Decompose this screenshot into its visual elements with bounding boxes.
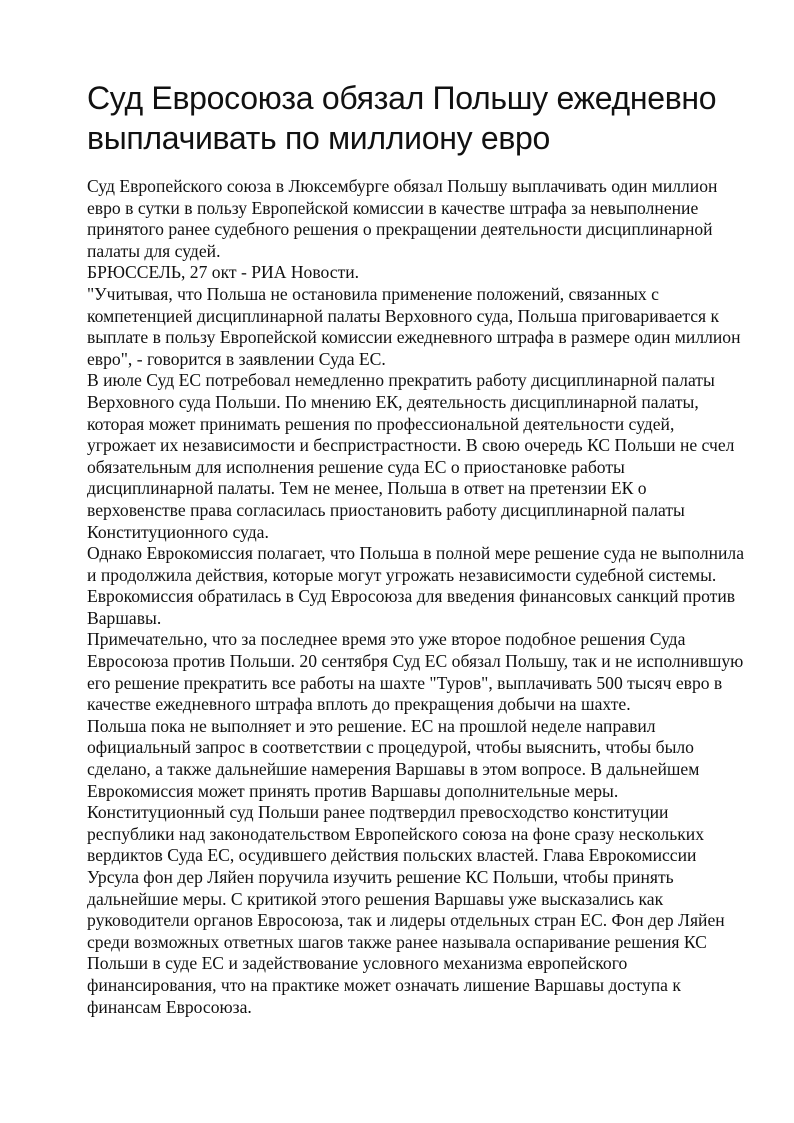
article-paragraph: Однако Еврокомиссия полагает, что Польша в полной мере решение суда не выполнила и продолжила действия, которые могут угрожать независимости судебной системы. Еврокомиссия обратилась в Суд Евросоюза для введения финансовых санкций против Варшавы. <box>87 543 745 628</box>
article-body <box>87 176 747 1018</box>
article-paragraph: В июле Суд ЕС потребовал немедленно прекратить работу дисциплинарной палаты Верховного суда Польши. По мнению ЕК, деятельность дисциплинарной палаты, которая может принимать решения по профессиональной деятельности судей, угрожает их независимости и беспристрастности. В свою очередь КС Польши не счел обязательным для исполнения решение суда ЕС о приостановке работы дисциплинарной палаты. Тем не менее, Польша в ответ на претензии ЕК о верховенстве права согласилась приостановить работу дисциплинарной палаты Конституционного суда. <box>87 370 735 542</box>
document-page <box>87 78 747 1018</box>
article-lead-paragraph: Суд Европейского союза в Люксембурге обязал Польшу выплачивать один миллион евро в сутки в пользу Европейской комиссии в качестве штрафа за невыполнение принятого ранее судебного решения о прекращении деятельности дисциплинарной палаты для судей. <box>87 176 718 261</box>
article-paragraph: Примечательно, что за последнее время это уже второе подобное решения Суда Евросоюза против Польши. 20 сентября Суд ЕС обязал Польшу, так и не исполнившую его решение прекратить все работы на шахте "Туров", выплачивать 500 тысяч евро в качестве ежедневного штрафа вплоть до прекращения добычи на шахте. <box>87 629 744 715</box>
article-paragraph: "Учитывая, что Польша не остановила применение положений, связанных с компетенцией дисциплинарной палаты Верховного суда, Польша приговаривается к выплате в пользу Европейской комиссии ежедневного штрафа в размере один миллион евро", - говорится в заявлении Суда ЕС. <box>87 283 741 369</box>
article-title: Суд Евросоюза обязал Польшу ежедневно выплачивать по миллиону евро <box>87 80 717 156</box>
article-paragraph: Конституционный суд Польши ранее подтвердил превосходство конституции республики над законодательством Европейского союза на фоне сразу нескольких вердиктов Суда ЕС, осудившего действия польских властей. Глава Еврокомиссии Урсула фон дер Ляйен поручила изучить решение КС Польши, чтобы принять дальнейшие меры. С критикой этого решения Варшавы уже высказались как руководители органов Евросоюза, так и лидеры отдельных стран ЕС. Фон дер Ляйен среди возможных ответных шагов также ранее называла оспаривание решения КС Польши в суде ЕС и задействование условного механизма европейского финансирования, что на практике может означать лишение Варшавы доступа к финансам Евросоюза. <box>87 802 725 1017</box>
article-paragraph: Польша пока не выполняет и это решение. ЕС на прошлой неделе направил официальный запрос в соответствии с процедурой, чтобы выяснить, чтобы было сделано, а также дальнейшие намерения Варшавы в этом вопросе. В дальнейшем Еврокомиссия может принять против Варшавы дополнительные меры. <box>87 715 700 801</box>
article-dateline: БРЮССЕЛЬ, 27 окт - РИА Новости. <box>87 262 360 283</box>
